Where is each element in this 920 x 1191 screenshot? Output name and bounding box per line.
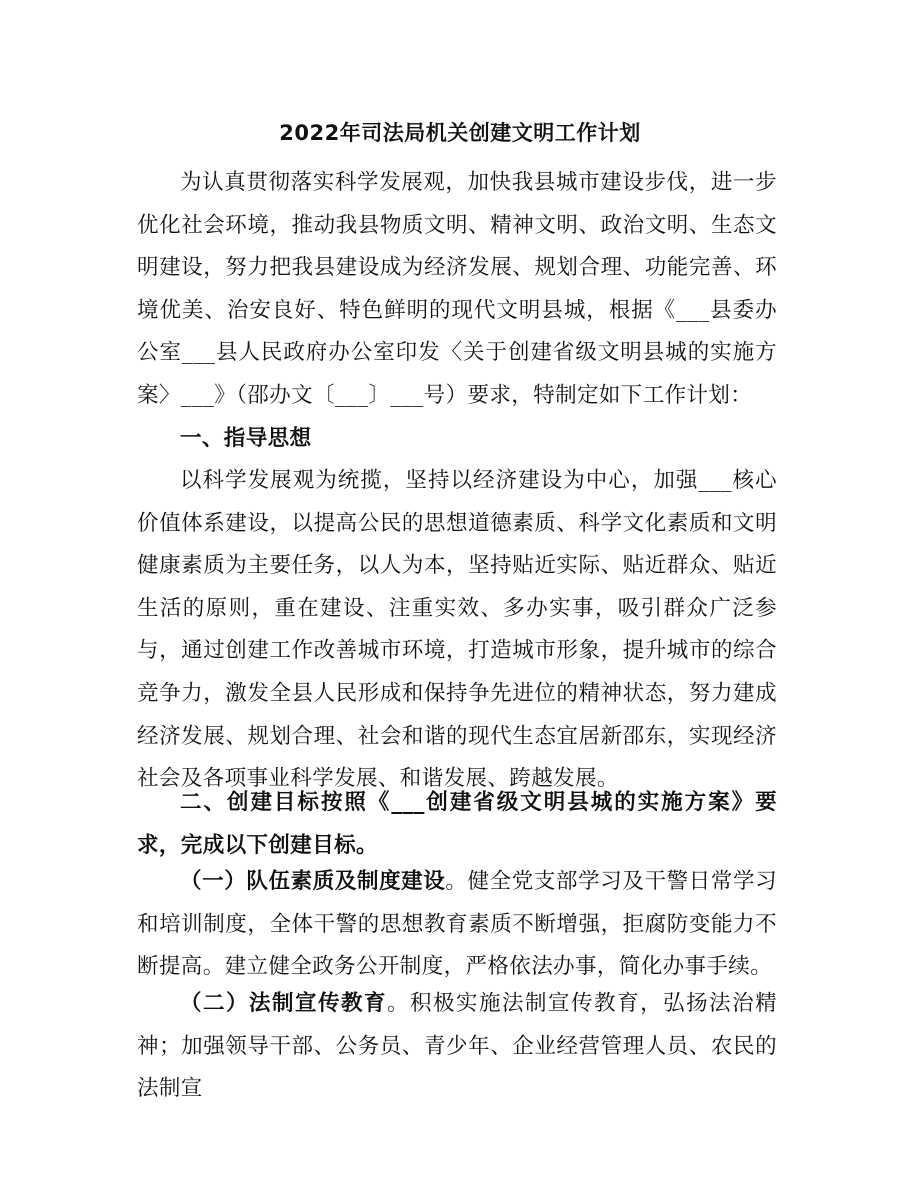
section-heading-guiding-thought: 一、指导思想 xyxy=(180,426,312,451)
goal-item-team-quality xyxy=(137,861,777,989)
guiding-thought-paragraph: 以科学发展观为统揽，坚持以经济建设为中心，加强___核心价值体系建设，以提高公民的思想道德素质、科学文化素质和文明健康素质为主要任务，以人为本，坚持贴近实际、贴近群众、贴近生活的原则，重在建设、注重实效、多办实事，吸引群众广泛参与，通过创建工作改善城市环境，打造城市形象，提升城市的综合竞争力，激发全县人民形成和保持争先进位的精神状态，努力建成经济发展、规划合理、社会和谐的现代生态宜居新邵东，实现经济社会及各项事业科学发展、和谐发展、跨越发展。 xyxy=(137,468,777,792)
section-heading-goals: 二、创建目标按照《___创建省级文明县城的实施方案》要求，完成以下创建目标。 xyxy=(137,790,777,858)
goal-item-label: （二）法制宣传教育 xyxy=(180,991,388,1016)
goal-item-text: 。健全党支部学习及干警日常学习和培训制度，全体干警的思想教育素质不断增强，拒腐防变能力不断提高。建立健全政务公开制度，严格依法办事，简化办事手续。 xyxy=(137,869,777,980)
goal-item-text: 。积极实施法制宣传教育，弘扬法治精神；加强领导干部、公务员、青少年、企业经营管理人员、农民的法制宣 xyxy=(137,991,777,1102)
goal-item-label: （一）队伍素质及制度建设 xyxy=(180,869,446,894)
document-title: 2022年司法局机关创建文明工作计划 xyxy=(279,121,641,145)
intro-paragraph: 为认真贯彻落实科学发展观，加快我县城市建设步伐，进一步优化社会环境，推动我县物质文明、精神文明、政治文明、生态文明建设，努力把我县建设成为经济发展、规划合理、功能完善、环境优美、治安良好、特色鲜明的现代文明县城，根据《___县委办公室___县人民政府办公室印发〈关于创建省级文明县城的实施方案〉___》（邵办文〔___〕___号）要求，特制定如下工作计划： xyxy=(137,170,777,408)
goal-item-legal-education xyxy=(137,983,777,1111)
